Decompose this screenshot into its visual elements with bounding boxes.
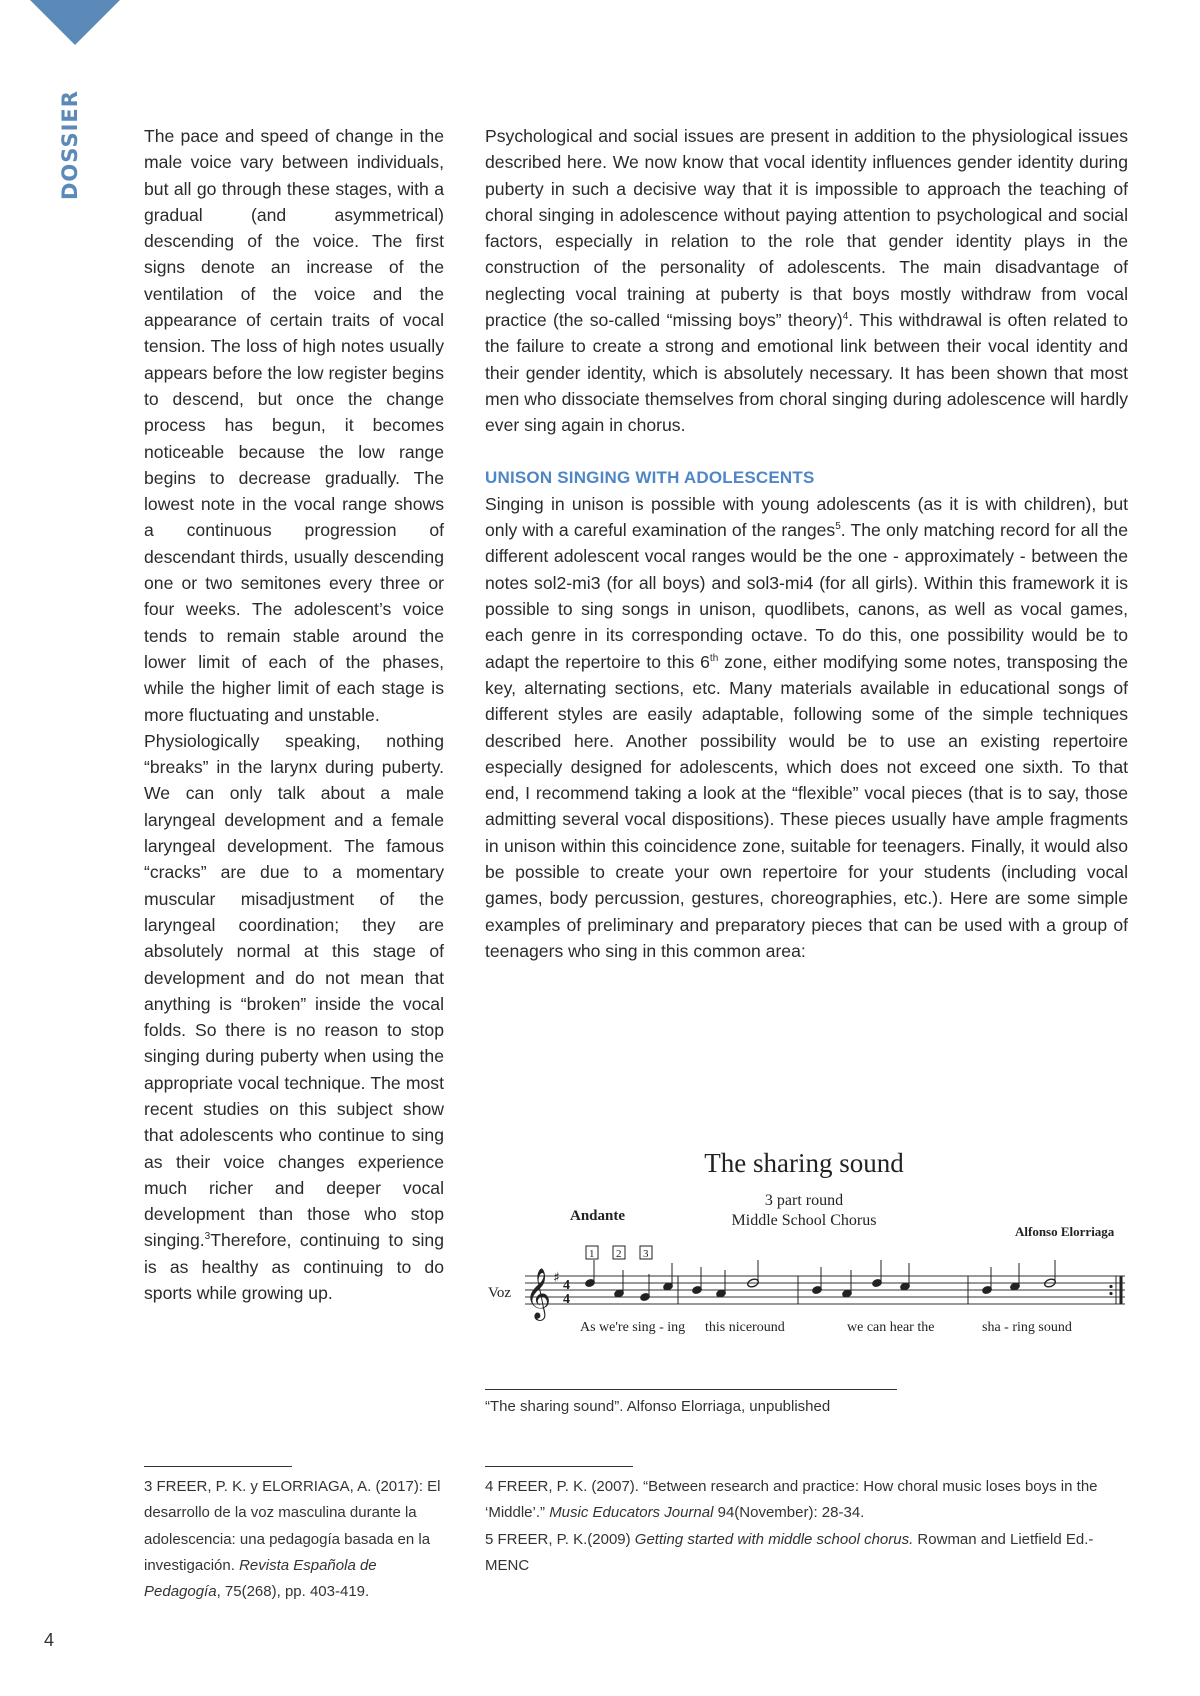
section-label: DOSSIER <box>58 90 82 200</box>
svg-text:1: 1 <box>589 1248 595 1260</box>
score-composer: Alfonso Elorriaga <box>1015 1224 1115 1239</box>
right-paragraph-2: Singing in unison is possible with young adolescents (as it is with children), but only with a careful examination of the ranges$^5$. The only matching record for all the different adolescent vocal ranges would be the one - approximately - between the notes sol2-mi3 (for all boys) and sol3-mi4 (for all girls). Within this framework it is possible to sing songs in unison, quodlibets, canons, as well as vocal games, each genre in its corresponding octave. To do this, one possibility would be to adapt the repertoire to this 6th zone, either modifying some notes, transposing the key, alternating sections, etc. Many materials available in educational songs of different styles are easily adaptable, following some of the simple techniques described here. Another possibility would be to use an existing repertoire especially designed for adolescents, which does not exceed one sixth. To that end, I recommend taking a look at the “flexible” vocal pieces (that is to say, those admitting several vocal dispositions). These pieces usually have ample fragments in unison within this coincidence zone, suitable for teenagers. Finally, it would also be possible to create your own repertoire for your students (including vocal games, body percussion, gestures, choreographies, etc.). Here are some simple examples of preliminary and preparatory pieces that can be used with a group of teenagers who sing in this common area: <box>485 493 1128 961</box>
lyric-segment: sha - ring sound <box>982 1320 1072 1335</box>
score-subtitle-round: 3 part round <box>764 1192 844 1209</box>
right-paragraph-1: Psychological and social issues are present in addition to the physiological issues described here. We now know that vocal identity influences gender identity during puberty in such a decisive way that it is impossible to approach the teaching of choral singing in adolescence without paying attention to psychological and social factors, especially in relation to the role that gender identity plays in the construction of the personality of adolescents. The main disadvantage of neglecting vocal training at puberty is that boys mostly withdraw from vocal practice (the so-called “missing boys” theory)$^4$. This withdrawal is often related to the failure to create a strong and emotional link between their vocal identity and their gender identity, which is absolutely necessary. It has been shown that most men who dissociate themselves from choral singing during adolescence will hardly ever sing again in chorus. <box>485 126 1128 436</box>
time-signature-denominator: 4 <box>563 1292 570 1307</box>
music-score-figure <box>485 1140 1135 1340</box>
footnote-ref-3[interactable]: 3 <box>204 1231 211 1243</box>
right-column <box>485 123 1128 964</box>
ordinal-suffix: th <box>709 652 719 664</box>
footnote-4: 4 FREER, P. K. (2007). “Between research and practice: How choral music loses boys in the ‘Middle’.” Music Educators Journal 94(November): 28-34. <box>485 1478 1098 1522</box>
footnote-5: 5 FREER, P. K.(2009) Getting started with middle school chorus. Rowman and Lietfield Ed.- MENC <box>485 1530 1094 1574</box>
footnote-3: 3 FREER, P. K. y ELORRIAGA, A. (2017): El desarrollo de la voz masculina durante la adolescencia: una pedagogía basada en la investigación. Revista Española de Pedagogía, 75(268), pp. 403-419. <box>144 1478 441 1601</box>
lyric-segment: this niceround <box>705 1320 785 1335</box>
left-paragraph-2: Physiologically speaking, nothing “breaks” in the larynx during puberty. We can only talk about a male laryngeal development and a female laryngeal development. The famous “cracks” are due to a momentary muscular misadjustment of the laryngeal coordination; they are absolutely normal at this stage of development and do not mean that anything is “broken” inside the vocal folds. So there is no reason to stop singing during puberty when using the appropriate vocal technique. The most recent studies on this subject show that adolescents who continue to sing as their voice changes experience much richer and deeper vocal development than those who stop singing.$^3$Therefore, continuing to sing is as healthy as continuing to do sports while growing up. <box>144 730 444 1304</box>
staff-lines <box>525 1276 1125 1304</box>
score-staff-svg <box>485 1140 1135 1340</box>
left-paragraph-1: The pace and speed of change in the male voice vary between individuals, but all go through these stages, with a gradual (and asymmetrical) descending of the voice. The first signs denote an increase of the ventilation of the voice and the appearance of certain traits of vocal tension. The loss of high notes usually appears before the low register begins to descend, but once the change process has begun, it becomes noticeable because the low range begins to decrease gradually. The lowest note in the vocal range shows a continuous progression of descendant thirds, usually descending one or two semitones every three or four weeks. The adolescent’s voice tends to remain stable around the lower limit of each of the phases, while the higher limit of each stage is more fluctuating and unstable. <box>144 126 444 725</box>
footnote-ref-4[interactable]: 4 <box>842 311 849 323</box>
page-number: 4 <box>44 1630 55 1650</box>
footnote-divider-right <box>485 1466 633 1467</box>
footnotes-right <box>485 1474 1135 1579</box>
score-instrument-label: Voz <box>488 1285 512 1301</box>
round-markers <box>586 1246 652 1260</box>
svg-text:2: 2 <box>616 1248 622 1260</box>
left-column <box>144 123 444 1306</box>
footnote-divider-left <box>144 1466 292 1467</box>
figure-caption: “The sharing sound”. Alfonso Elorriaga, unpublished <box>485 1398 831 1415</box>
score-subtitle-chorus: Middle School Chorus <box>731 1212 877 1229</box>
footnotes-left <box>144 1474 446 1605</box>
lyric-segment: As we're sing - ing <box>580 1320 686 1335</box>
score-tempo: Andante <box>570 1208 626 1224</box>
treble-clef-icon: 𝄞 <box>525 1268 552 1319</box>
svg-text:3: 3 <box>643 1248 649 1260</box>
key-signature-sharp-icon: ♯ <box>553 1270 560 1286</box>
corner-triangle-decoration <box>30 0 120 45</box>
notes <box>585 1260 1057 1302</box>
time-signature-numerator: 4 <box>563 1278 570 1293</box>
caption-divider <box>485 1389 897 1390</box>
footnote-ref-5[interactable]: 5 <box>835 521 841 533</box>
lyric-segment: we can hear the <box>847 1320 935 1335</box>
section-heading: UNISON SINGING WITH ADOLESCENTS <box>485 467 815 487</box>
score-title: The sharing sound <box>704 1148 904 1178</box>
